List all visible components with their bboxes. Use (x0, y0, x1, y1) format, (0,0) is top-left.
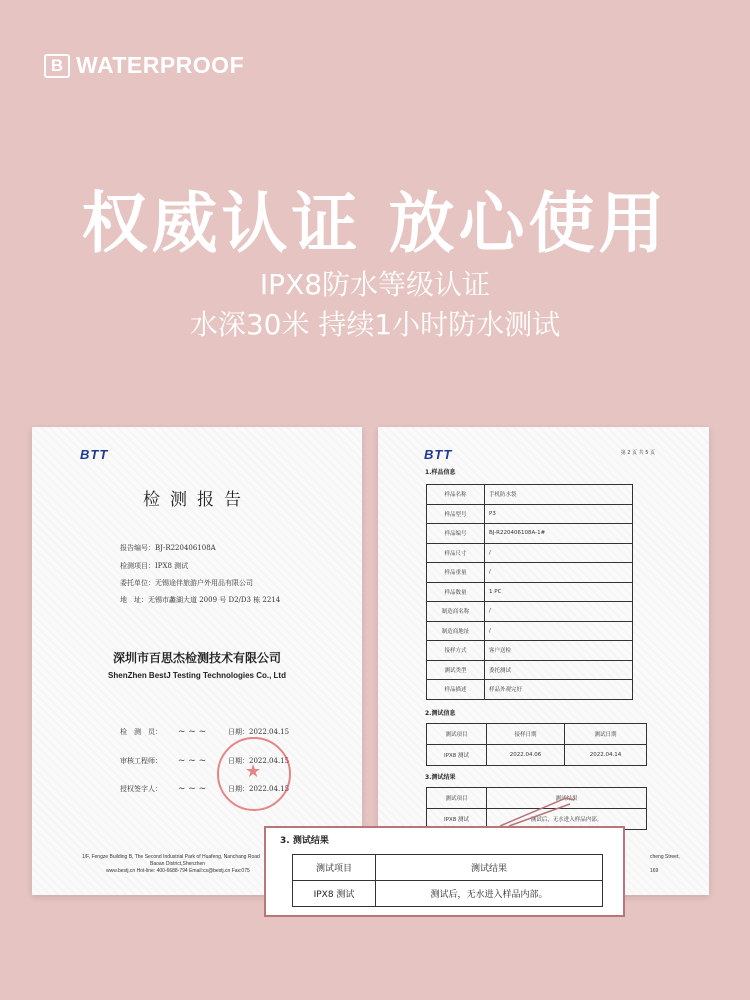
table-row (427, 621, 633, 641)
signature-row-tester (120, 727, 289, 737)
table-cell: 样品型号 (427, 504, 485, 524)
table-cell: 样品数量 (427, 582, 485, 602)
table-cell: 接样方式 (427, 641, 485, 661)
table-cell: 委托测试 (485, 660, 633, 680)
subtitle-test-conditions: 水深30米 持续1小时防水测试 (189, 308, 561, 341)
handwritten-signature: ~ ~ ~ (177, 756, 207, 766)
footer-contact: www.bestj.cn Hot-line: 400-6688-794 Email:cs@bestj.cn Fax:075 (106, 868, 250, 874)
table-cell: 测试后，无水进入样品内部。 (376, 881, 603, 907)
table-header-row (427, 788, 647, 809)
btt-logo: BTT (424, 447, 453, 462)
report-title: 检测报告 (143, 490, 251, 510)
lab-name-english: ShenZhen BestJ Testing Technologies Co., Ltd (108, 671, 286, 680)
table-row (427, 582, 633, 602)
table-cell: 样品名称 (427, 485, 485, 505)
footer-address-fragment: cheng Street, (650, 854, 680, 860)
table-cell: / (485, 563, 633, 583)
btt-logo: BTT (80, 447, 109, 462)
sample-info-table (426, 484, 633, 700)
table-row (427, 485, 633, 505)
table-cell: 2022.04.06 (487, 745, 565, 766)
table-cell: / (485, 543, 633, 563)
section-test-result: 3.测试结果 (425, 774, 456, 781)
table-row (427, 745, 647, 766)
page-number: 第 2 页 共 5 页 (620, 450, 655, 456)
table-cell: 制造商地址 (427, 621, 485, 641)
table-cell: 测试结果 (487, 788, 647, 809)
table-row (427, 524, 633, 544)
table-cell: / (485, 602, 633, 622)
report-cover-document (32, 427, 362, 895)
footer-address-line: 1/F, Fengze Building B, The Second Industrial Park of Huafeng, Nanchang Road (82, 854, 260, 860)
section-test-info: 2.测试信息 (425, 710, 456, 717)
table-row (427, 563, 633, 583)
table-cell: BJ-R220406108A-1# (485, 524, 633, 544)
table-row (293, 881, 603, 907)
table-row (427, 504, 633, 524)
table-row (427, 660, 633, 680)
table-cell: 样品编号 (427, 524, 485, 544)
table-cell: IPX8 测试 (427, 745, 487, 766)
subtitle-certification: IPX8防水等级认证 (259, 268, 491, 301)
test-info-table (426, 723, 647, 766)
table-cell: 测试项目 (293, 855, 376, 881)
report-number: 报告编号：BJ-R220406108A (120, 544, 216, 552)
table-cell: 样品描述 (427, 680, 485, 700)
table-cell: 测试项目 (427, 788, 487, 809)
signature-date: 日期：2022.04.15 (228, 785, 290, 793)
table-cell: IPX8 测试 (293, 881, 376, 907)
section-sample-info: 1.样品信息 (425, 469, 456, 476)
table-cell: 测试项目 (427, 724, 487, 745)
sample-info-document (378, 427, 709, 895)
table-cell: 样品外观完好 (485, 680, 633, 700)
table-row (427, 543, 633, 563)
zoom-title: 3. 测试结果 (280, 836, 329, 846)
client-name: 委托单位：无锡途伴旅游户外用品有限公司 (120, 579, 253, 587)
footer-fax-fragment: 169 (650, 868, 659, 874)
test-result-zoom-callout (264, 826, 625, 917)
signature-role: 审核工程师： (120, 757, 162, 765)
table-cell: 客户送检 (485, 641, 633, 661)
signature-date: 日期：2022.04.15 (228, 757, 290, 765)
table-cell: P3 (485, 504, 633, 524)
table-cell: 接样日期 (487, 724, 565, 745)
table-row (427, 680, 633, 700)
brand (44, 52, 244, 79)
signature-role: 授权签字人： (120, 785, 162, 793)
brand-name: WATERPROOF (76, 52, 245, 78)
table-row (427, 602, 633, 622)
test-item: 检测项目：IPX8 测试 (120, 562, 189, 570)
table-cell: 手机防水袋 (485, 485, 633, 505)
footer-district: Baoan District,Shenzhen (150, 861, 206, 867)
table-cell: IPX8 测试 (427, 809, 487, 830)
table-cell: 制造商名称 (427, 602, 485, 622)
table-cell: 测试后，无水进入样品内部。 (487, 809, 647, 830)
table-cell: 样品重量 (427, 563, 485, 583)
table-cell: / (485, 621, 633, 641)
table-cell: 测试结果 (376, 855, 603, 881)
table-cell: 1 PC (485, 582, 633, 602)
table-header-row (427, 724, 647, 745)
table-cell: 2022.04.14 (565, 745, 647, 766)
test-result-table (426, 787, 647, 830)
signature-role: 检 测 员： (120, 728, 162, 736)
table-cell: 样品尺寸 (427, 543, 485, 563)
handwritten-signature: ~ ~ ~ (177, 784, 207, 794)
headline: 权威认证 放心使用 (81, 185, 669, 262)
zoom-result-table (292, 854, 603, 907)
brand-logo-icon: B (44, 54, 70, 78)
table-cell: 测试类型 (427, 660, 485, 680)
signature-date: 日期：2022.04.15 (228, 728, 290, 736)
table-header-row (293, 855, 603, 881)
lab-name-chinese: 深圳市百思杰检测技术有限公司 (112, 651, 281, 665)
handwritten-signature: ~ ~ ~ (177, 727, 207, 737)
table-row (427, 641, 633, 661)
table-cell: 测试日期 (565, 724, 647, 745)
red-seal-stamp-icon (217, 737, 291, 811)
client-address: 地 址：无锡市蠡湖大道 2009 号 D2/D3 栋 2214 (120, 596, 281, 604)
